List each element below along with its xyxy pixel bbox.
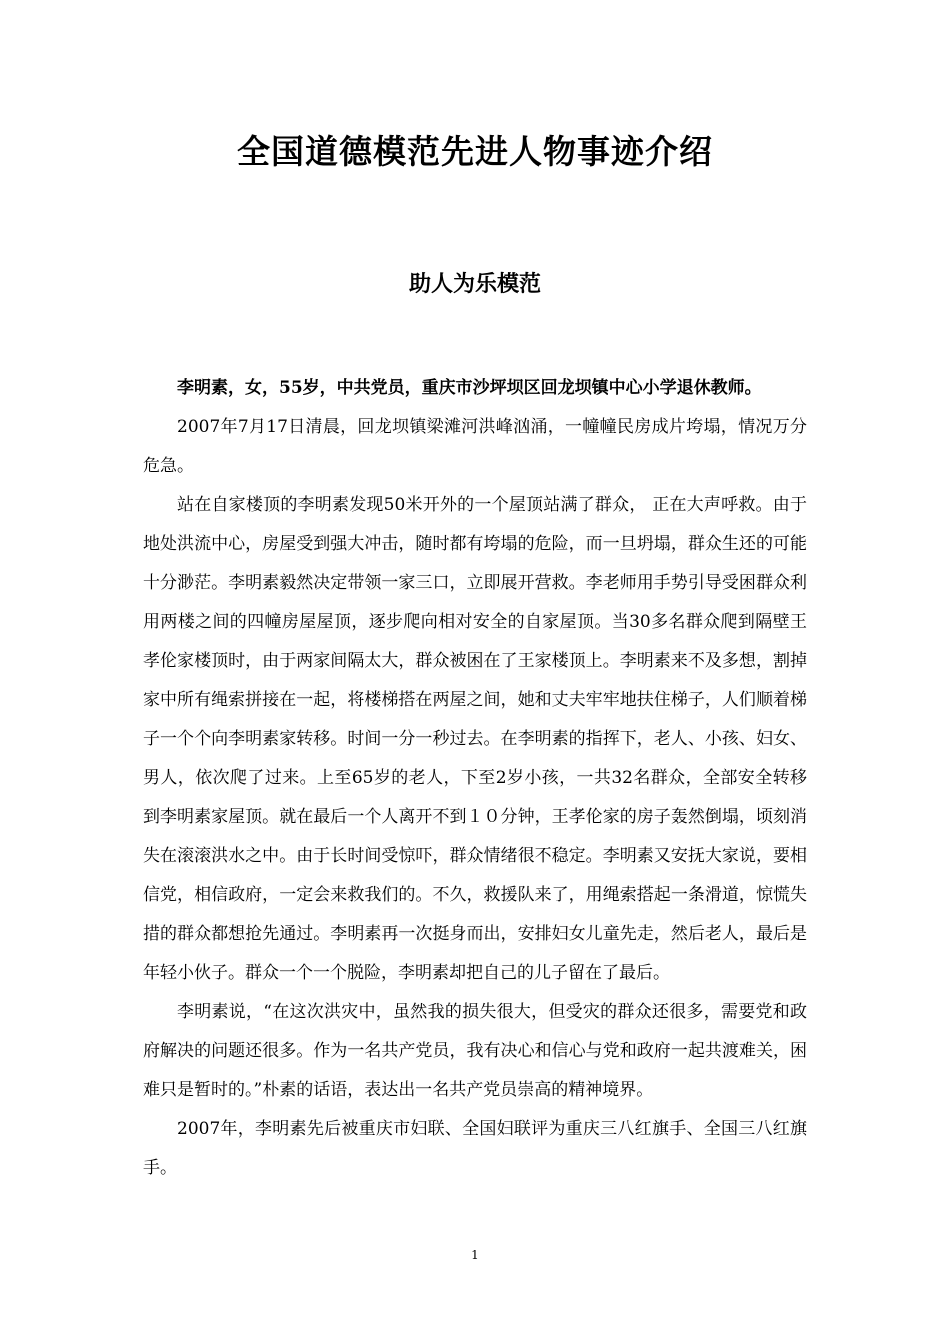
page-number: 1 (471, 1248, 479, 1262)
section-title: 助人为乐模范 (408, 271, 541, 297)
body-paragraph: 2007年，李明素先后被重庆市妇联、全国妇联评为重庆三八红旗手、全国三八红旗手。 (143, 1119, 807, 1178)
lead-paragraph: 李明素，女，55岁，中共党员，重庆市沙坪坝区回龙坝镇中心小学退休教师。 (177, 378, 762, 398)
body-paragraph: 站在自家楼顶的李明素发现50米开外的一个屋顶站满了群众， 正在大声呼救。由于地处洪流中心，房屋受到强大冲击，随时都有垮塌的危险，而一旦坍塌，群众生还的可能十分渺茫。李明素毅然决定带领一家三口，立即展开营救。李老师用手势引导受困群众利用两楼之间的四幢房屋屋顶，逐步爬向相对安全的自家屋顶。当30多名群众爬到隔壁王孝伦家楼顶时，由于两家间隔太大，群众被困在了王家楼顶上。李明素来不及多想，割掉家中所有绳索拼接在一起，将楼梯搭在两屋之间，她和丈夫牢牢地扶住梯子，人们顺着梯子一个个向李明素家转移。时间一分一秒过去。在李明素的指挥下，老人、小孩、妇女、男人，依次爬了过来。上至65岁的老人，下至2岁小孩，一共32名群众，全部安全转移到李明素家屋顶。就在最后一个人离开不到１０分钟，王孝伦家的房子轰然倒塌，顷刻消失在滚滚洪水之中。由于长时间受惊吓，群众情绪很不稳定。李明素又安抚大家说，要相信党，相信政府，一定会来救我们的。不久，救援队来了，用绳索搭起一条滑道，惊慌失措的群众都想抢先通过。李明素再一次挺身而出，安排妇女儿童先走，然后老人，最后是年轻小伙子。群众一个一个脱险，李明素却把自己的儿子留在了最后。 (143, 495, 807, 983)
body-paragraph: 李明素说，“在这次洪灾中，虽然我的损失很大，但受灾的群众还很多，需要党和政府解决的问题还很多。作为一名共产党员，我有决心和信心与党和政府一起共渡难关，困难只是暂时的。”朴素的话语，表达出一名共产党员崇高的精神境界。 (143, 1002, 807, 1100)
body-paragraph: 2007年7月17日清晨，回龙坝镇梁滩河洪峰汹涌，一幢幢民房成片垮塌，情况万分危急。 (143, 417, 807, 476)
document-title: 全国道德模范先进人物事迹介绍 (237, 132, 713, 171)
document-body (143, 369, 807, 1188)
